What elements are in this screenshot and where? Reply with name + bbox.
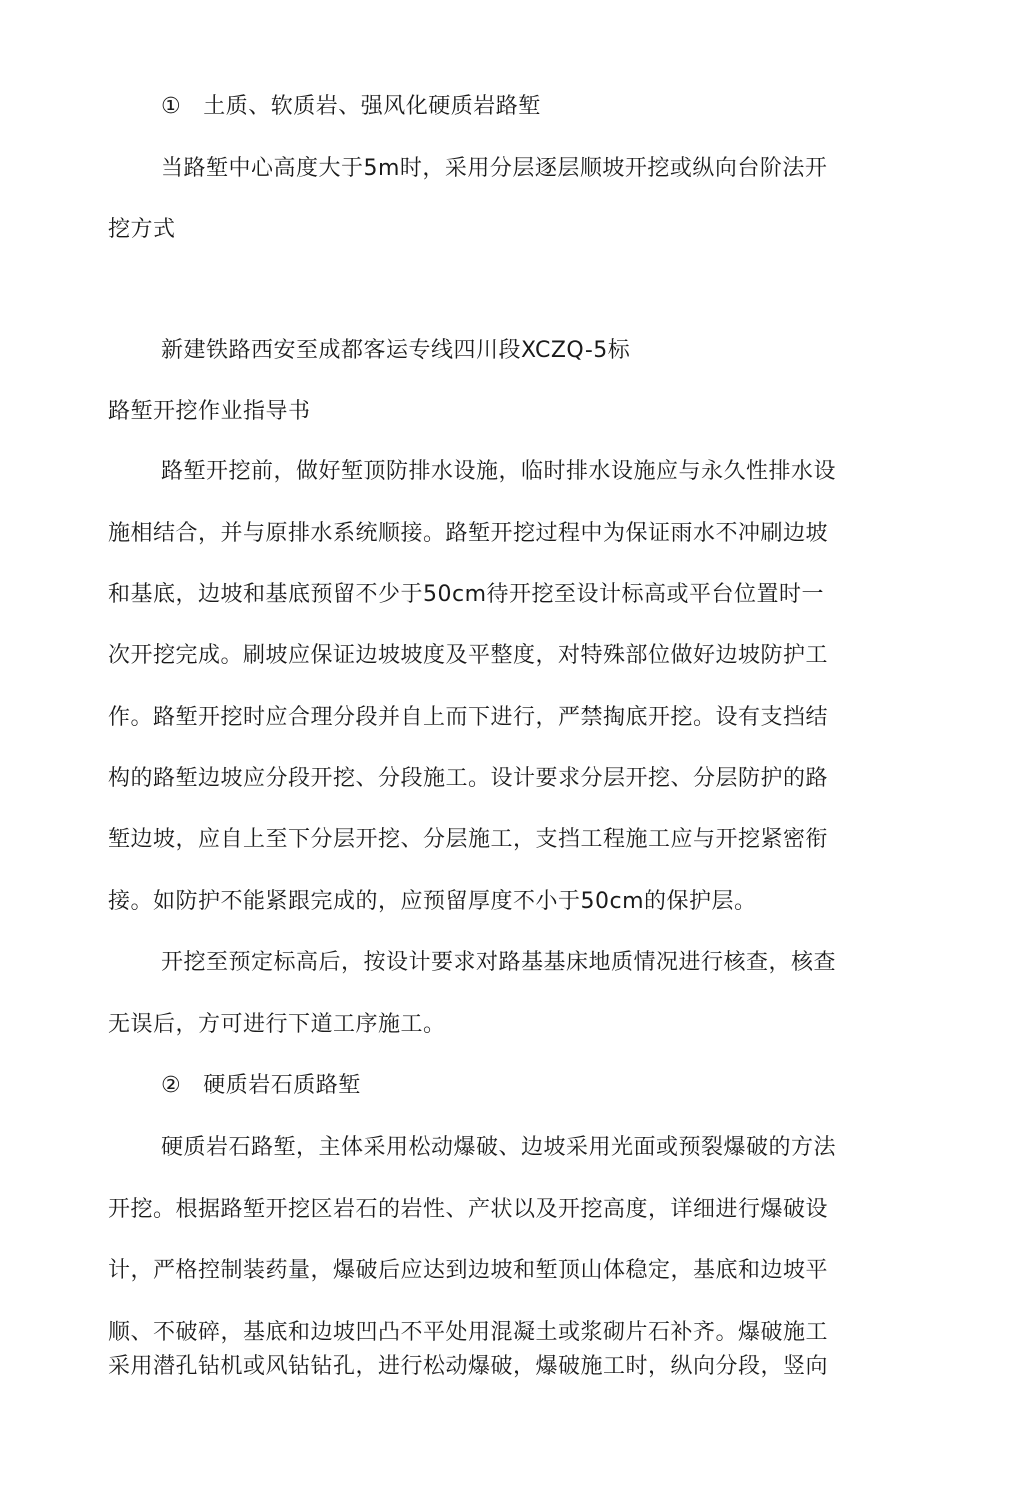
text-line: 开挖至预定标高后，按设计要求对路基基床地质情况进行核查，核查	[161, 950, 837, 975]
text-line: 计，严格控制装药量，爆破后应达到边坡和堑顶山体稳定，基底和边坡平	[108, 1258, 829, 1283]
text-line: 次开挖完成。刷坡应保证边坡坡度及平整度，对特殊部位做好边坡防护工	[108, 643, 829, 668]
text-line: 路堑开挖前，做好堑顶防排水设施，临时排水设施应与永久性排水设	[161, 459, 837, 484]
section2-marker: ②	[161, 1073, 182, 1098]
section2-heading	[161, 1071, 361, 1101]
section1-marker: ①	[161, 94, 182, 119]
section1-heading	[161, 92, 541, 122]
text-line: 作。路堑开挖时应合理分段并自上而下进行，严禁掏底开挖。设有支挡结	[108, 705, 829, 730]
text-line: 挖方式	[108, 217, 176, 242]
document-title: 路堑开挖作业指导书	[108, 399, 311, 424]
text-line: 当路堑中心高度大于5m时，采用分层逐层顺坡开挖或纵向台阶法开	[161, 156, 828, 181]
project-title: 新建铁路西安至成都客运专线四川段XCZQ-5标	[161, 338, 631, 363]
text-line: 无误后，方可进行下道工序施工。	[108, 1012, 446, 1037]
section2-heading-text: 硬质岩石质路堑	[203, 1073, 361, 1098]
text-line: 堑边坡，应自上至下分层开挖、分层施工，支挡工程施工应与开挖紧密衔	[108, 827, 829, 852]
text-line: 接。如防护不能紧跟完成的，应预留厚度不小于50cm的保护层。	[108, 889, 757, 914]
section1-heading-text: 土质、软质岩、强风化硬质岩路堑	[203, 94, 541, 119]
text-line: 和基底，边坡和基底预留不少于50cm待开挖至设计标高或平台位置时一	[108, 582, 825, 607]
text-line: 开挖。根据路堑开挖区岩石的岩性、产状以及开挖高度，详细进行爆破设	[108, 1197, 829, 1222]
text-line: 顺、不破碎，基底和边坡凹凸不平处用混凝土或浆砌片石补齐。爆破施工	[108, 1320, 829, 1345]
text-line: 施相结合，并与原排水系统顺接。路堑开挖过程中为保证雨水不冲刷边坡	[108, 521, 829, 546]
text-line: 采用潜孔钻机或风钻钻孔，进行松动爆破，爆破施工时，纵向分段，竖向	[108, 1354, 829, 1379]
text-line: 构的路堑边坡应分段开挖、分段施工。设计要求分层开挖、分层防护的路	[108, 766, 829, 791]
text-line: 硬质岩石路堑，主体采用松动爆破、边坡采用光面或预裂爆破的方法	[161, 1135, 837, 1160]
